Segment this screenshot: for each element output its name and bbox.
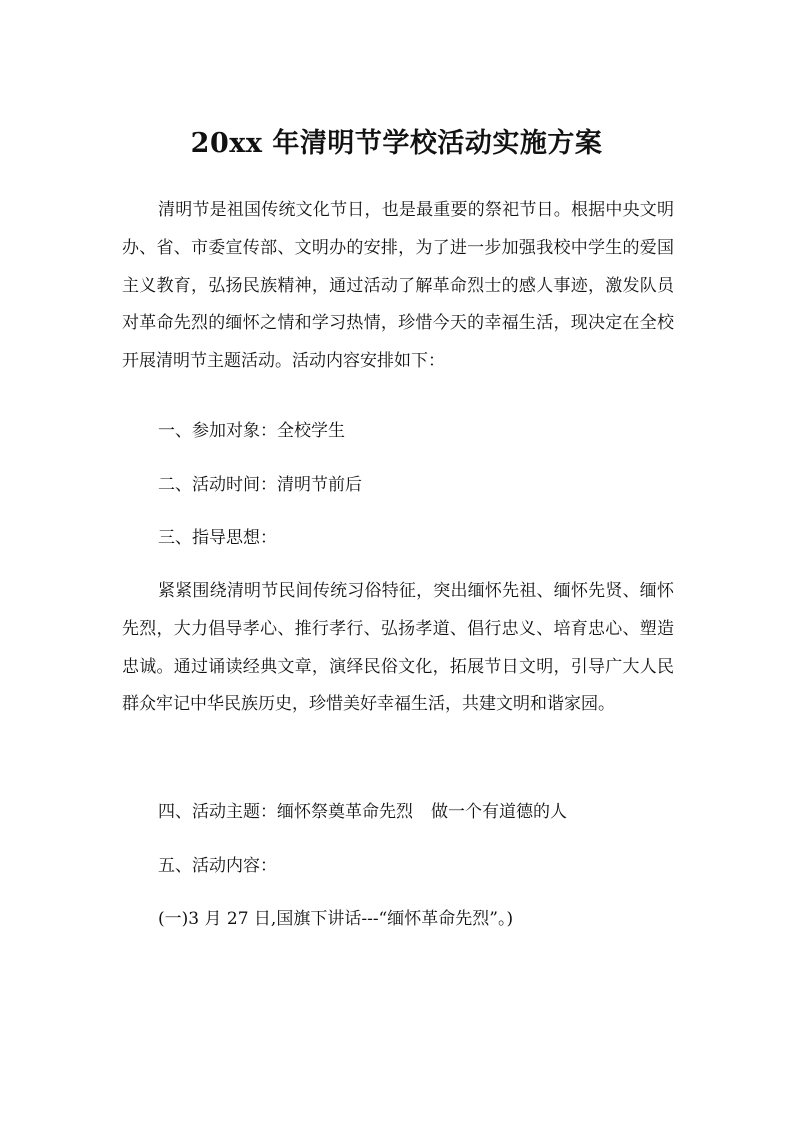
section-content-heading: 五、活动内容： bbox=[158, 856, 277, 876]
section-theme-main: 四、活动主题：缅怀祭奠革命先烈 bbox=[158, 802, 413, 822]
section-participants: 一、参加对象：全校学生 bbox=[158, 421, 345, 441]
section-theme bbox=[158, 794, 567, 832]
guiding-paragraph: 紧紧围绕清明节民间传统习俗特征，突出缅怀先祖、缅怀先贤、缅怀先烈，大力倡导孝心、推行孝行、弘扬孝道、倡行忠义、培育忠心、塑造忠诚。通过诵读经典文章，演绎民俗文化，拓展节日文明，引导广大人民群众牢记中华民族历史，珍惜美好幸福生活，共建文明和谐家园。 bbox=[122, 581, 674, 715]
intro-paragraph: 清明节是祖国传统文化节日，也是最重要的祭祀节日。根据中央文明办、省、市委宣传部、文明办的安排，为了进一步加强我校中学生的爱国主义教育，弘扬民族精神，通过活动了解革命烈士的感人事迹，激发队员对革命先烈的缅怀之情和学习热情，珍惜今天的幸福生活，现决定在全校开展清明节主题活动。活动内容安排如下： bbox=[122, 200, 674, 372]
document-title: 20xx 年清明节学校活动实施方案 bbox=[190, 128, 603, 159]
section-guiding-heading: 三、指导思想： bbox=[158, 528, 277, 548]
content-item-1: (一)3 月 27 日,国旗下讲话---“缅怀革命先烈”。) bbox=[158, 909, 514, 929]
section-time: 二、活动时间：清明节前后 bbox=[158, 475, 362, 495]
section-theme-sub: 做一个有道德的人 bbox=[431, 802, 567, 822]
